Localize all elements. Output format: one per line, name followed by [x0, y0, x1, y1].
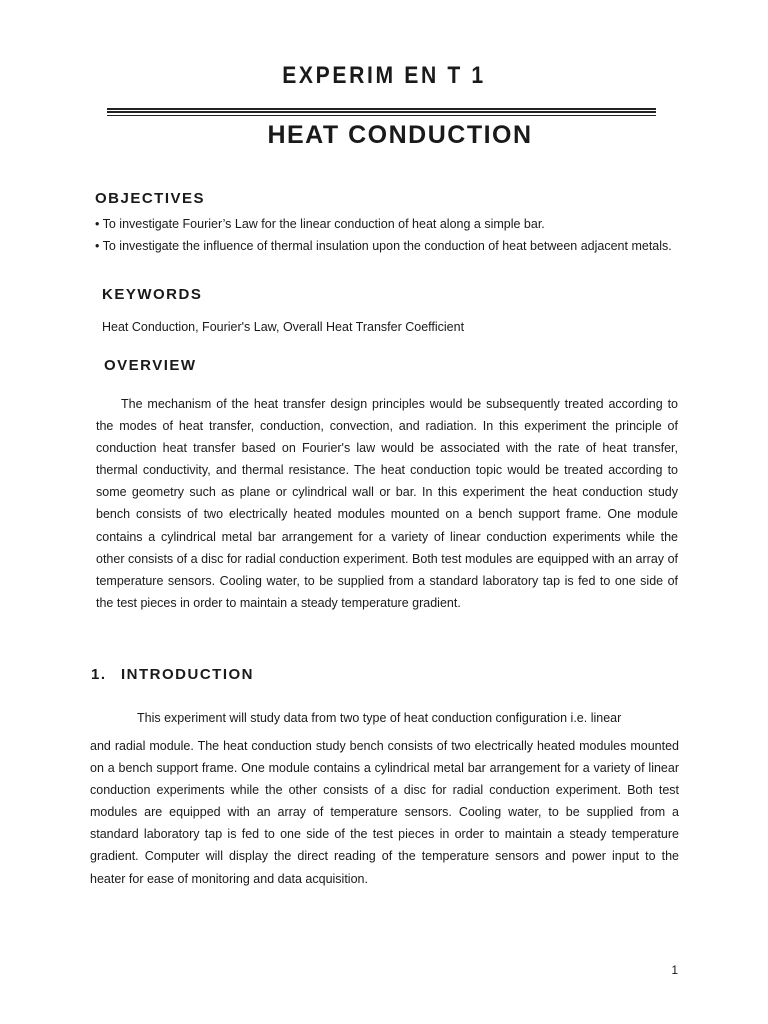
overview-paragraph: The mechanism of the heat transfer design principles would be subsequently treated according to the modes of heat transfer, conduction, convection, and radiation. In this experiment the principle of conduction heat transfer based on Fourier's law would be associated with the rate of heat transfer, thermal conductivity, and thermal resistance. The heat conduction topic would be treated according to some geometry such as plane or cylindrical wall or bar. In this experiment the heat conduction study bench consists of two electrically heated modules mounted on a bench support frame. One module contains a cylindrical metal bar arrangement for a variety of linear conduction experiments while the other consists of a disc for radial conduction experiment. Both test modules are equipped with an array of temperature sensors. Cooling water, to be supplied from a standard laboratory tap is fed to one side of the test pieces in order to maintain a steady temperature gradient. [96, 397, 678, 610]
divider-line [107, 108, 656, 110]
objectives-heading: OBJECTIVES [95, 190, 206, 207]
page-number: 1 [671, 963, 678, 977]
divider-line [107, 115, 656, 116]
objective-item: • To investigate Fourier’s Law for the linear conduction of heat along a simple bar. [95, 217, 545, 231]
title-divider [107, 108, 656, 116]
keywords-text: Heat Conduction, Fourier's Law, Overall Heat Transfer Coefficient [102, 320, 465, 334]
keywords-heading: KEYWORDS [102, 286, 203, 303]
introduction-heading: INTRODUCTION [121, 666, 254, 683]
introduction-paragraph: and radial module. The heat conduction study bench consists of two electrically heated modules mounted on a bench support frame. One module contains a cylindrical metal bar arrangement for a variety of linear conduction experiments while the other consists of a disc for radial conduction experiment. Both test modules are equipped with an array of temperature sensors. Cooling water, to be supplied from a standard laboratory tap is fed to one side of the test pieces in order to maintain a steady temperature gradient. Computer will display the direct reading of the temperature sensors and power input to the heater for ease of monitoring and data acquisition. [90, 739, 679, 886]
main-title: HEAT CONDUCTION [267, 121, 533, 149]
overview-heading: OVERVIEW [104, 357, 197, 374]
objective-item: • To investigate the influence of thermal insulation upon the conduction of heat between adjacent metals. [95, 239, 672, 253]
divider-line [107, 111, 656, 113]
intro-number: 1. [91, 666, 107, 683]
intro-first-line: This experiment will study data from two type of heat conduction configuration i.e. linear [137, 711, 622, 725]
experiment-title: EXPERIM EN T 1 [282, 62, 486, 89]
